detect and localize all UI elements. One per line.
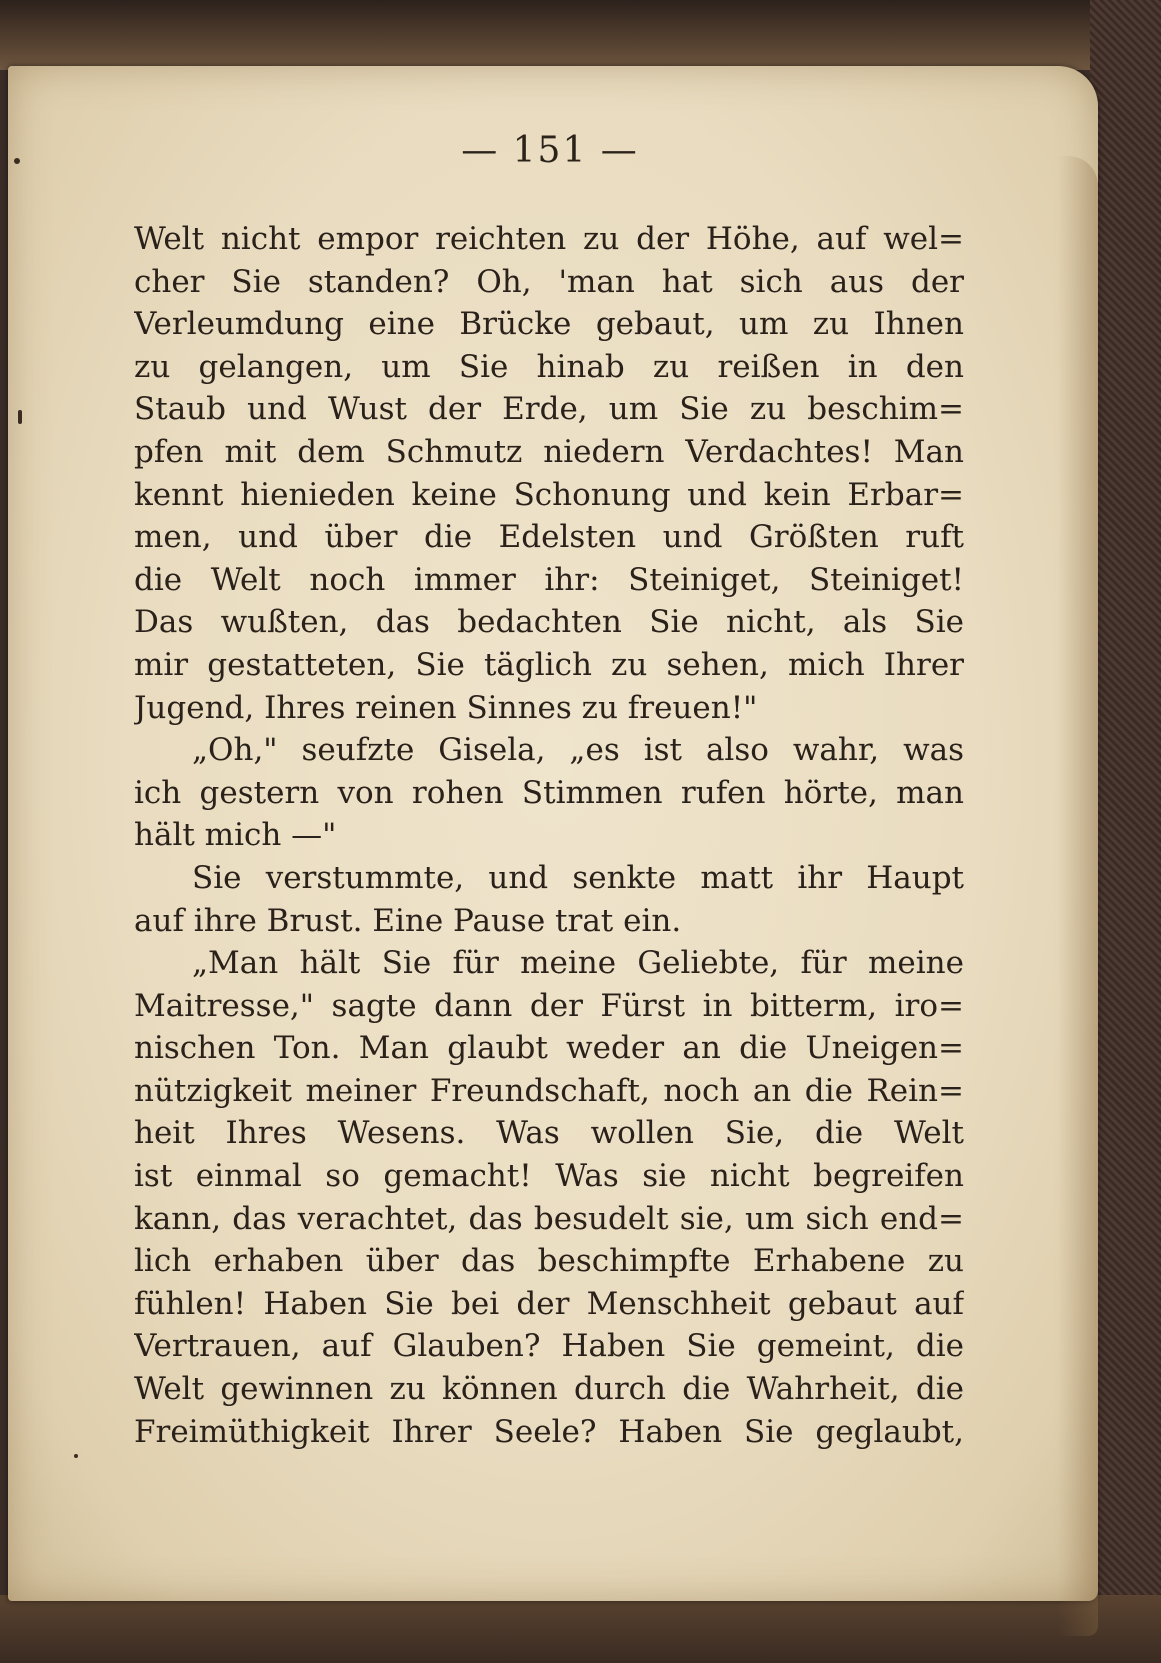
text-line: nützigkeit meiner Freundschaft, noch an die Rein=: [134, 1072, 964, 1109]
text-line: ich gestern von rohen Stimmen rufen hörte, man: [134, 774, 964, 811]
text-line: die Welt noch immer ihr: Steiniget, Steiniget!: [134, 561, 964, 598]
text-line: men, und über die Edelsten und Größten ruft: [134, 519, 964, 556]
book-cover-bottom: [0, 1595, 1161, 1663]
paper-speck: [74, 1454, 78, 1458]
text-line: nischen Ton. Man glaubt weder an die Uneigen=: [134, 1030, 964, 1067]
text-line: „Oh," seufzte Gisela, „es ist also wahr, was: [192, 732, 964, 769]
text-line: zu gelangen, um Sie hinab zu reißen in den: [134, 348, 964, 385]
body-text: [134, 218, 964, 1453]
text-line: Verleumdung eine Brücke gebaut, um zu Ihnen: [134, 306, 964, 343]
paper-speck: [18, 410, 22, 424]
text-line: Sie verstummte, und senkte matt ihr Haupt: [192, 859, 964, 896]
text-line: Jugend, Ihres reinen Sinnes zu freuen!": [134, 689, 758, 726]
text-line: Welt nicht empor reichten zu der Höhe, auf wel=: [134, 221, 964, 257]
text-line: pfen mit dem Schmutz niedern Verdachtes! Man: [134, 433, 964, 470]
text-line: Freimüthigkeit Ihrer Seele? Haben Sie geglaubt,: [134, 1413, 964, 1450]
text-line: lich erhaben über das beschimpfte Erhabene zu: [134, 1243, 964, 1280]
text-line: kennt hienieden keine Schonung und kein Erbar=: [134, 476, 964, 513]
text-line: Vertrauen, auf Glauben? Haben Sie gemeint, die: [134, 1328, 964, 1365]
book-cover-edge: [1090, 0, 1161, 1663]
text-line: fühlen! Haben Sie bei der Menschheit gebaut auf: [134, 1285, 964, 1322]
text-line: „Man hält Sie für meine Geliebte, für meine: [192, 945, 964, 982]
text-line: Das wußten, das bedachten Sie nicht, als Sie: [134, 604, 964, 641]
text-line: hält mich —": [134, 817, 337, 854]
page-edge-shadow: [1058, 156, 1098, 1636]
page-number: — 151 —: [461, 130, 639, 171]
text-line: Staub und Wust der Erde, um Sie zu beschim=: [134, 391, 964, 428]
book-cover-top: [0, 0, 1161, 70]
text-line: auf ihre Brust. Eine Pause trat ein.: [134, 902, 682, 939]
text-line: ist einmal so gemacht! Was sie nicht begreifen: [134, 1158, 964, 1195]
text-line: mir gestatteten, Sie täglich zu sehen, mich Ihrer: [134, 646, 964, 683]
text-line: Welt gewinnen zu können durch die Wahrheit, die: [134, 1371, 964, 1408]
text-line: cher Sie standen? Oh, 'man hat sich aus der: [134, 263, 964, 300]
text-line: kann, das verachtet, das besudelt sie, um sich end=: [134, 1200, 964, 1237]
text-line: heit Ihres Wesens. Was wollen Sie, die Welt: [134, 1115, 964, 1152]
text-line: Maitresse," sagte dann der Fürst in bitterm, iro=: [134, 987, 964, 1024]
